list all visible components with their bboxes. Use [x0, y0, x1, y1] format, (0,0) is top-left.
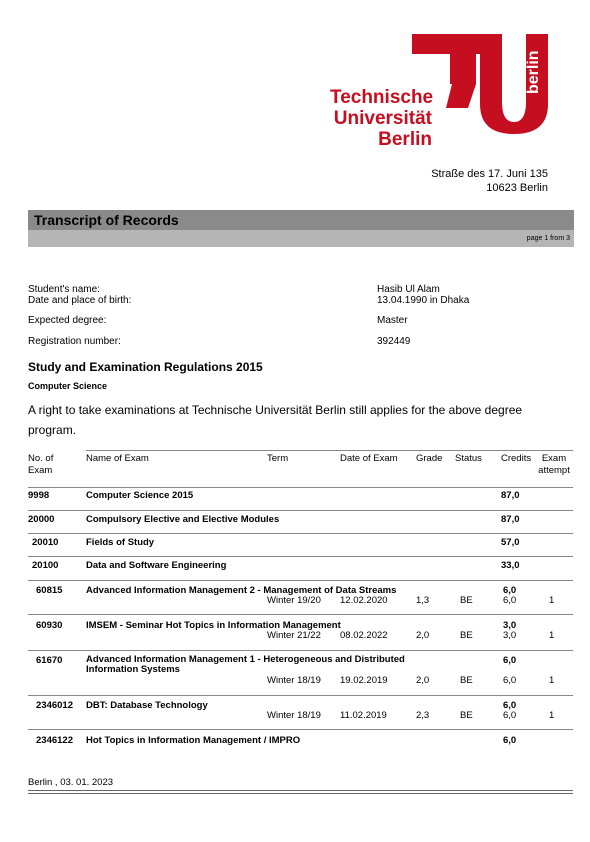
row-credits: 3,0: [503, 620, 517, 631]
row-attempt: 1: [549, 630, 555, 641]
row-term: Winter 19/20: [267, 595, 321, 606]
row-credits: 6,0: [503, 700, 517, 711]
row-no: 2346012: [36, 700, 73, 711]
row-term: Winter 21/22: [267, 630, 321, 641]
footer-rule-1: [28, 790, 573, 791]
row-name: Advanced Information Management 1 - Heterogeneous and Distributed Information Systems: [86, 654, 405, 675]
header-name: Name of Exam: [86, 453, 149, 464]
row-credits: 87,0: [501, 514, 520, 525]
row-credits: 6,0: [503, 735, 517, 746]
row-date: 11.02.2019: [340, 710, 387, 721]
row-no: 60930: [36, 620, 63, 631]
tu-logo-berlin-text: berlin: [525, 50, 542, 94]
row-no: 60815: [36, 585, 63, 596]
footer-rule-2: [28, 793, 573, 794]
row-no: 20010: [32, 537, 59, 548]
row-no: 20100: [32, 560, 59, 571]
birth-value: 13.04.1990 in Dhaka: [377, 295, 470, 306]
row-date: 12.02.2020: [340, 595, 388, 606]
row-name: Advanced Information Management 2 - Management of Data Streams: [86, 585, 397, 596]
row-rule: [28, 556, 573, 557]
row-rule: [28, 580, 573, 581]
row-rule: [28, 695, 573, 696]
row-credits: 33,0: [501, 560, 520, 571]
row-credits-earned: 6,0: [503, 710, 517, 721]
row-grade: 2,0: [416, 630, 430, 641]
header-attempt: Exam attempt: [538, 453, 570, 476]
row-date: 08.02.2022: [340, 630, 388, 641]
logo-line-1: Technische: [330, 87, 434, 108]
row-no: 9998: [28, 490, 50, 501]
row-status: BE: [460, 675, 473, 686]
regulations-heading: Study and Examination Regulations 2015: [28, 360, 263, 374]
address-street: Straße des 17. Juni 135: [431, 168, 548, 180]
row-rule: [28, 729, 573, 730]
row-no: 20000: [28, 514, 55, 525]
row-status: BE: [460, 710, 473, 721]
row-name: Hot Topics in Information Management / IMPRO: [86, 735, 301, 746]
title-band: [28, 210, 574, 230]
registration-label: Registration number:: [28, 336, 121, 347]
row-name: IMSEM - Seminar Hot Topics in Information Management: [86, 620, 341, 631]
row-grade: 2,0: [416, 675, 430, 686]
row-rule: [28, 533, 573, 534]
row-no: 2346122: [36, 735, 73, 746]
row-grade: 1,3: [416, 595, 430, 606]
degree-value: Master: [377, 315, 408, 326]
row-credits-earned: 6,0: [503, 595, 517, 606]
row-grade: 2,3: [416, 710, 430, 721]
row-term: Winter 18/19: [267, 710, 321, 721]
row-name: Fields of Study: [86, 537, 155, 548]
row-status: BE: [460, 595, 473, 606]
registration-value: 392449: [377, 336, 411, 347]
footer-place-date: Berlin , 03. 01. 2023: [28, 777, 114, 788]
row-credits-earned: 6,0: [503, 675, 517, 686]
row-name: Data and Software Engineering: [86, 560, 227, 571]
birth-label: Date and place of birth:: [28, 295, 132, 306]
examination-note: A right to take examinations at Technische Universität Berlin still applies for the above degree program.: [28, 403, 523, 437]
header-bottom-rule: [28, 487, 573, 488]
row-rule: [28, 614, 573, 615]
page-title: Transcript of Records: [34, 212, 179, 228]
row-attempt: 1: [549, 710, 555, 721]
row-name: DBT: Database Technology: [86, 700, 208, 711]
header-credits: Credits: [501, 453, 532, 464]
student-name: Hasib Ul Alam: [377, 284, 440, 295]
row-no: 61670: [36, 655, 63, 666]
header-term: Term: [267, 453, 289, 464]
row-date: 19.02.2019: [340, 675, 388, 686]
header-date: Date of Exam: [340, 453, 398, 464]
row-term: Winter 18/19: [267, 675, 321, 686]
page-info-band: [28, 230, 574, 247]
header-status: Status: [455, 453, 482, 464]
degree-label: Expected degree:: [28, 315, 107, 326]
row-name: Compulsory Elective and Elective Modules: [86, 514, 280, 525]
row-credits-earned: 3,0: [503, 630, 517, 641]
row-rule: [28, 650, 573, 651]
row-credits: 57,0: [501, 537, 520, 548]
row-credits: 6,0: [503, 655, 517, 666]
row-name: Computer Science 2015: [86, 490, 194, 501]
student-name-label: Student's name:: [28, 284, 100, 295]
page-number: page 1 from 3: [526, 235, 570, 242]
row-attempt: 1: [549, 595, 555, 606]
program-name: Computer Science: [28, 381, 108, 391]
address-city: 10623 Berlin: [486, 182, 548, 194]
logo-line-2: Universität: [333, 108, 432, 129]
row-rule: [28, 510, 573, 511]
row-attempt: 1: [549, 675, 555, 686]
row-status: BE: [460, 630, 473, 641]
row-credits: 87,0: [501, 490, 520, 501]
header-no: No. of Exam: [28, 453, 54, 476]
header-top-rule: [86, 450, 573, 451]
logo-line-3: Berlin: [378, 129, 432, 150]
header-grade: Grade: [416, 453, 443, 464]
row-credits: 6,0: [503, 585, 517, 596]
